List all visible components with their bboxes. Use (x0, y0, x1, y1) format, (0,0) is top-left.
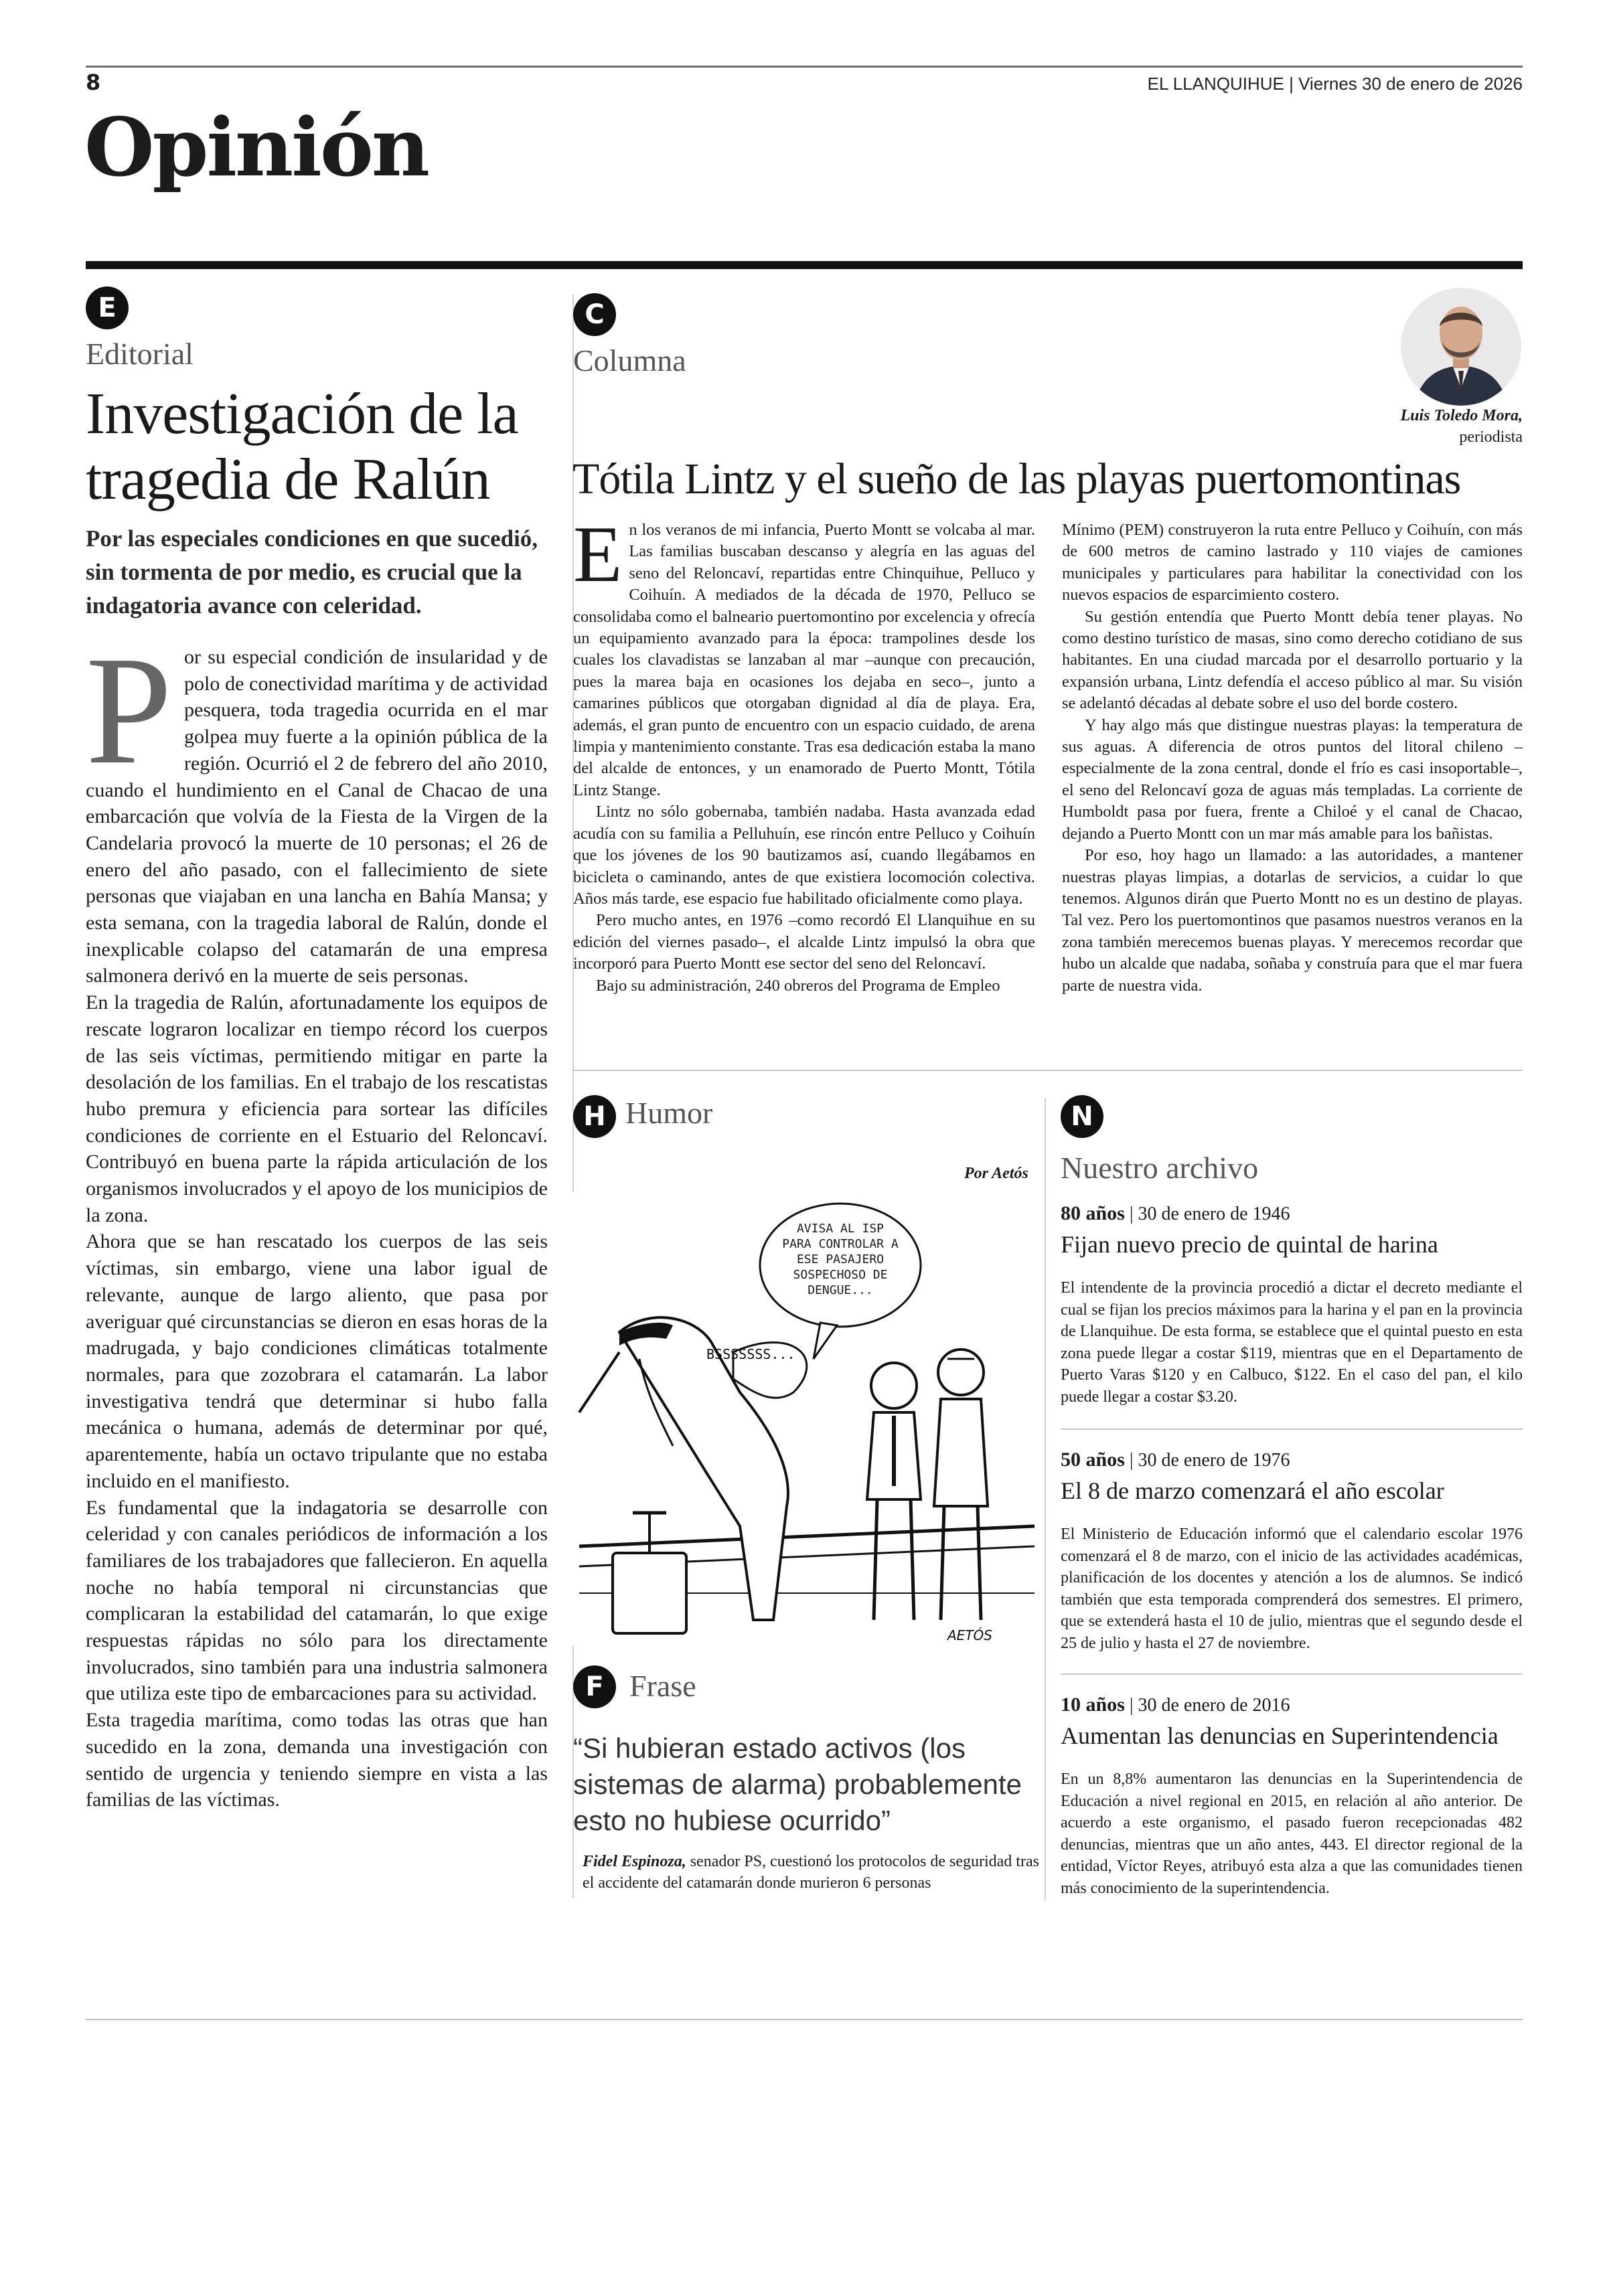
archive-title: El 8 de marzo comenzará el año escolar (1061, 1477, 1444, 1504)
editorial-label: Editorial (86, 337, 194, 371)
archive-years: 50 años (1061, 1449, 1125, 1471)
editorial-body (86, 625, 548, 1813)
editorial-paragraph: Esta tragedia marítima, como todas las otras que han sucedido en la zona, demanda una investigación con sentido de urgencia y teniendo siempre en vista a las familias de las víctimas. (86, 1709, 548, 1811)
column-paragraph: Lintz no sólo gobernaba, también nadaba. Hasta avanzada edad acudía con su familia a Pelluhuín, ese rincón entre Pelluco y Coihuín que los jóvenes de los 90 bautizamos así, cuando llegábamos en bicicleta o caminando, antes de que existiera locomoción colectiva. Años más tarde, ese espacio fue habilitado oficialmente como playa. (573, 803, 1035, 908)
column-paragraph: Bajo su administración, 240 obreros del Programa de Empleo (596, 976, 1000, 995)
column-label: Columna (573, 343, 686, 378)
archive-badge: N (1061, 1095, 1103, 1138)
humor-author: Por Aetós (964, 1165, 1028, 1182)
footer-rule (86, 2019, 1523, 2020)
editorial-paragraph: Es fundamental que la indagatoria se desarrolle con celeridad y con canales periódicos de información a los familiares de los trabajadores que fallecieron. En aquella noche no había temporal ni circunstancias que complicaran la estabilidad del catamarán, lo que exige respuestas rápidas no sólo para los directamente involucrados, sino también para una industria salmonera que utiliza este tipo de embarcaciones para su actividad. (86, 1496, 548, 1705)
archive-years: 80 años (1061, 1202, 1125, 1224)
column-paragraph: Pero mucho antes, en 1976 –como recordó El Llanquihue en su edición del viernes pasado–, el alcalde Lintz impulsó la obra que incorporó para Puerto Montt ese sector del seno del Reloncaví. (573, 911, 1035, 973)
editorial-drop-cap: P (86, 625, 173, 797)
archive-body: En un 8,8% aumentaron las denuncias en la Superintendencia de Educación a nivel regional en 2015, en relación al año anterior. De acuerdo a este organismo, el pasado fueron recepcionadas 482 denuncias, mientras que un año antes, 443. El director regional de la entidad, Víctor Reyes, atribuyó esta alza a que las comunidades tienen más conocimiento de la superintendencia. (1061, 1771, 1523, 1897)
column-drop-cap: E (573, 509, 623, 598)
author-name: Luis Toledo Mora, (1400, 407, 1523, 424)
middle-rule (572, 1070, 1523, 1071)
header-rule (86, 66, 1523, 68)
frase-badge: F (573, 1665, 616, 1708)
column-paragraph: n los veranos de mi infancia, Puerto Montt se volcaba al mar. Las familias buscaban descanso y alegría en las aguas del seno del Reloncaví, repartidas entre Chinquihue, Pelluco y Coihuín. A mediados de la década de 1970, Pelluco se consolidaba como el balneario puertomontino por excelencia y ofrecía un equipamiento avanzado para la época: trampolines desde los cuales los clavadistas se lanzaban al mar –aunque con precaución, pues la marea baja en ocasiones los dejaba en seco–, junto a camarines públicos que otorgaban dignidad al día de playa. Era, además, el gran punto de encuentro con un espacio cuidado, de arena limpia y mantenimiento constante. Tras esa dedicación estaba la mano del alcalde de entonces, y un enamorado de Puerto Montt, Tótila Lintz Stange. (573, 521, 1035, 799)
column-paragraph: Y hay algo más que distingue nuestras playas: la temperatura de sus aguas. A diferencia de otros puntos del litoral chileno –especialmente de la zona central, donde el frío es casi insoportable–, el seno del Reloncaví goza de aguas más templadas. La corriente de Humboldt pasa por fuera, frente a Chiloé y el canal de Chacao, dejando a Puerto Montt con un mar más amable para los bañistas. (1062, 716, 1523, 843)
author-role: periodista (1459, 428, 1523, 446)
frase-quote: “Si hubieran estado activos (los sistemas de alarma) probablemente esto no hubiese ocurrido” (573, 1732, 1022, 1836)
column-paragraph: Por eso, hoy hago un llamado: a las autoridades, a mantener nuestras playas limpias, a dotarlas de servicios, a cuidar lo que tenemos. Algunos dirán que Puerto Montt no es un destino de playas. Tal vez. Pero los puertomontinos que pasamos nuestros veranos en la zona también merecemos buenas playas. Y merecemos recordar que hubo un alcalde que nadaba, soñaba y construía para que el mar fuera parte de nuestra vida. (1062, 846, 1523, 995)
column-paragraph: Mínimo (PEM) construyeron la ruta entre Pelluco y Coihuín, con más de 600 metros de camino lastrado y 110 viajes de camiones municipales y particulares para habilitar la conectividad con los nuevos espacios de esparcimiento costero. (1062, 521, 1523, 604)
column-title: Tótila Lintz y el sueño de las playas puertomontinas (572, 455, 1461, 503)
humor-label: Humor (625, 1096, 713, 1130)
column-paragraph: Su gestión entendía que Puerto Montt debía tener playas. No como destino turístico de masas, sino como derecho cotidiano de sus habitantes. En una ciudad marcada por el desarrollo portuario y la expansión urbana, Lintz defendía el acceso público al mar. Su visión se adelantó décadas al debate sobre el uso del borde costero. (1062, 607, 1523, 713)
archive-date: 30 de enero de 1946 (1138, 1204, 1290, 1224)
author-photo (1401, 288, 1521, 406)
humor-archive-divider (1045, 1098, 1046, 1901)
archive-body: El Ministerio de Educación informó que el calendario escolar 1976 comenzará el 8 de marzo, con el inicio de las actividades académicas, planificación de los docentes y atención a los de alumnos. Se indicó también que esta temporada comprenderá dos semestres. El primero, que se extenderá hasta el 10 de julio, mientras que el segundo desde el 25 de julio y hasta el 27 de noviembre. (1061, 1526, 1523, 1652)
frase-label: Frase (629, 1669, 696, 1703)
column-text-right (1062, 519, 1523, 997)
archive-item-head: 80 años | 30 de enero de 1946 (1061, 1202, 1290, 1224)
archive-rule (1061, 1428, 1523, 1430)
section-rule (86, 261, 1523, 269)
frase-speaker: Fidel Espinoza, (583, 1853, 686, 1870)
humor-badge: H (573, 1095, 616, 1138)
column-badge: C (573, 293, 616, 336)
newspaper-dateline: EL LLANQUIHUE | Viernes 30 de enero de 2026 (1147, 74, 1523, 94)
archive-years: 10 años (1061, 1694, 1125, 1716)
editorial-paragraph: En la tragedia de Ralún, afortunadamente los equipos de rescate lograron localizar en tiempo récord los cuerpos de las seis víctimas, permitiendo mitigar en parte la desolación de los familias. En el trabajo de los rescatistas hubo premura y eficiencia para sortear las difíciles condiciones de corriente en el Estuario del Reloncaví. Contribuyó en buena parte la rápida articulación de los organismos involucrados y el apoyo de los municipios de la zona. (86, 991, 548, 1226)
archive-title: Aumentan las denuncias en Superintendencia (1061, 1722, 1499, 1749)
cartoon-sound-text: BSSSSSSS... (706, 1346, 795, 1362)
archive-item (1061, 1694, 1523, 1899)
editorial-subtitle: Por las especiales condiciones en que sucedió, sin tormenta de por medio, es crucial que la indagatoria avance con celeridad. (86, 525, 538, 619)
humor-cartoon (572, 1192, 1035, 1647)
archive-item-head: 10 años | 30 de enero de 2016 (1061, 1694, 1290, 1716)
editorial-paragraph: or su especial condición de insularidad y de polo de conectividad marítima y de actividad pesquera, toda tragedia ocurrida en el mar golpea muy fuerte a la opinión pública de la región. Ocurrió el 2 de febrero del año 2010, cuando el hundimiento en el Canal de Chacao de una embarcación que volvía de la Fiesta de la Virgen de la Candelaria provocó la muerte de 10 personas; el 26 de enero del año pasado, con el fallecimiento de siete personas que viajaban en una lancha en Bahía Mansa; y esta semana, con la tragedia laboral de Ralún, donde el inexplicable colapso del catamarán de una empresa salmonera derivó en la muerte de seis personas. (86, 646, 548, 987)
editorial-badge: E (86, 286, 129, 329)
archive-label: Nuestro archivo (1061, 1151, 1259, 1185)
archive-body: El intendente de la provincia procedió a dictar el decreto mediante el cual se fijan los precios máximos para la harina y el pan en la provincia de Llanquihue. De esta forma, se establece que el quintal puesto en esta zona puede llegar a costar $119, mientras que en el Departamento de Puerto Varas $120 y en Calbuco, $122. En el caso del pan, el kilo puede llegar a costar $3.20. (1061, 1279, 1523, 1406)
author-portrait-icon (1401, 288, 1521, 406)
section-title: Opinión (84, 100, 429, 195)
archive-date: 30 de enero de 2016 (1138, 1695, 1290, 1716)
archive-rule (1061, 1673, 1523, 1675)
editorial-title: Investigación de la tragedia de Ralún (86, 382, 518, 512)
archive-title: Fijan nuevo precio de quintal de harina (1061, 1231, 1438, 1258)
newspaper-name: EL LLANQUIHUE (1147, 74, 1284, 94)
archive-item (1061, 1449, 1523, 1654)
archive-date: 30 de enero de 1976 (1138, 1450, 1290, 1471)
editorial-paragraph: Ahora que se han rescatado los cuerpos de las seis víctimas, sin embargo, viene una labor igual de relevante, aunque de largo aliento, que pasa por averiguar qué circunstancias se dieron en esas horas de la madrugada, y bajo condiciones climáticas totalmente normales, para que zozobrara el catamarán. La labor investigativa tendrá que determinar si hubo falla mecánica o humana, además de determinar por qué, aparentemente, había un octavo tripulante que no estaba incluido en el manifiesto. (86, 1230, 548, 1492)
issue-date: Viernes 30 de enero de 2026 (1298, 74, 1523, 94)
archive-item-head: 50 años | 30 de enero de 1976 (1061, 1449, 1290, 1471)
frase-attribution (583, 1851, 1045, 1894)
column-text-left (573, 509, 1035, 997)
speech-bubble-text: AVISA AL ISP PARA CONTROLAR A ESE PASAJERO SOSPECHOSO DE DENGUE... (782, 1222, 899, 1297)
cartoon-signature: AETÓS (947, 1627, 992, 1643)
archive-item (1061, 1202, 1523, 1408)
page-number: 8 (86, 70, 101, 95)
frase-attribution-text: senador PS, cuestionó los protocolos de seguridad tras el accidente del catamarán donde murieron 6 personas (583, 1853, 1039, 1892)
